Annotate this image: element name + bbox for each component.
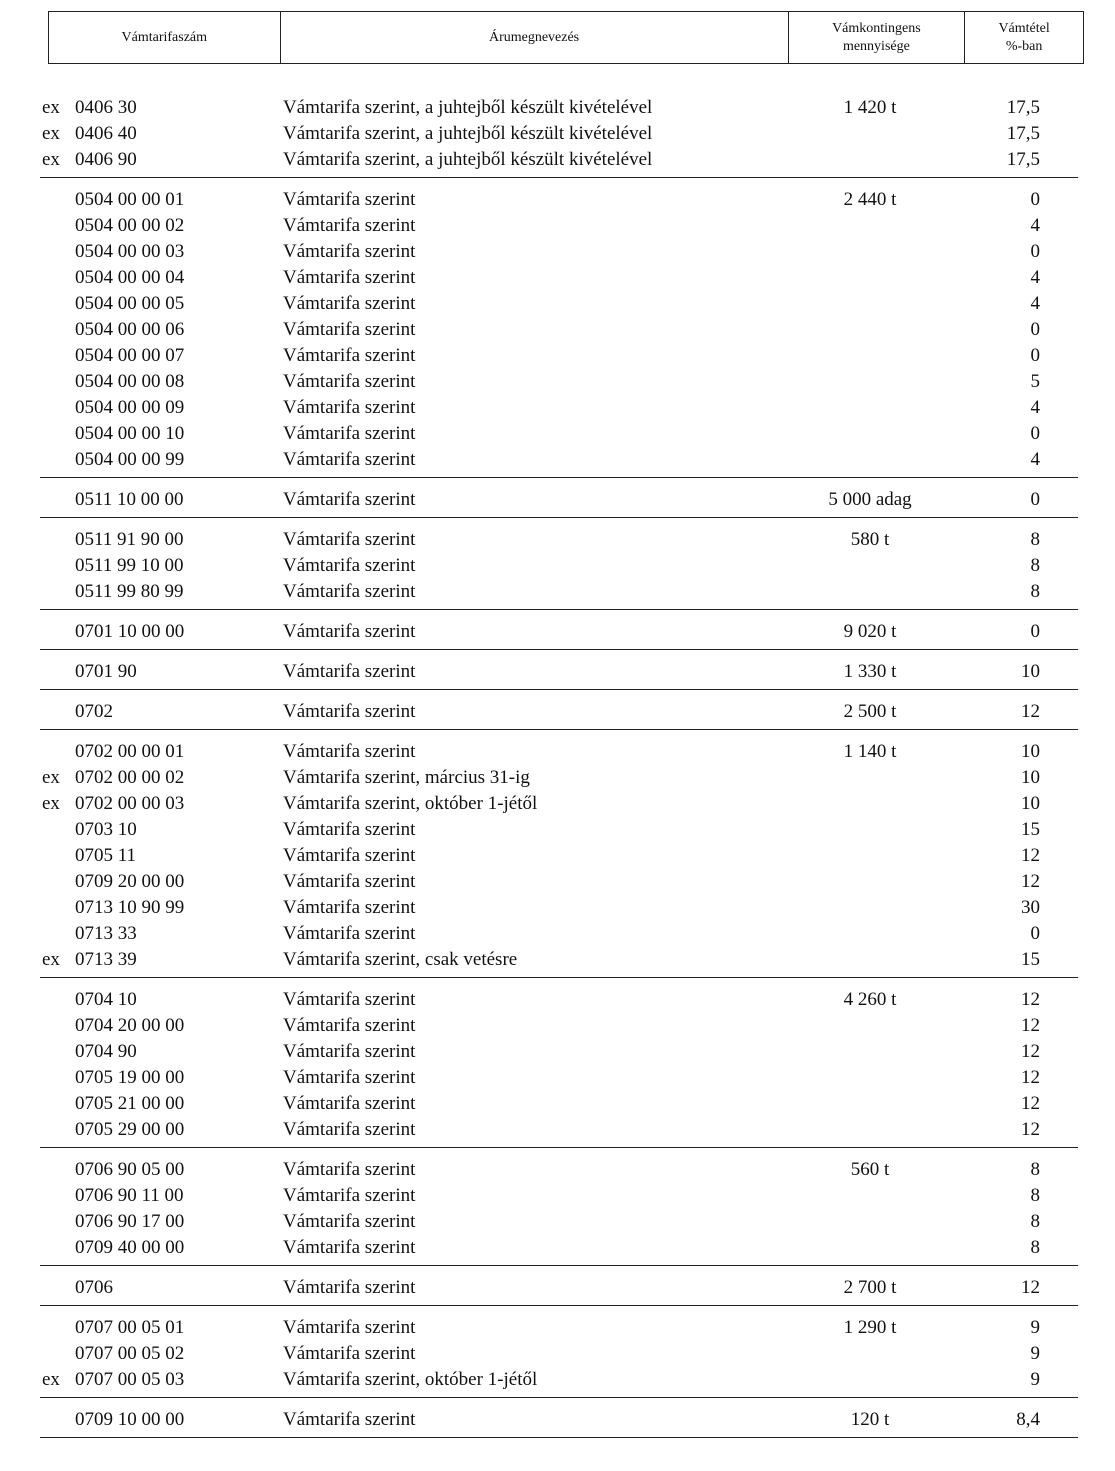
table-row	[40, 395, 1078, 421]
tariff-code: 0504 00 00 06	[75, 319, 185, 340]
table-row	[40, 1367, 1078, 1393]
product-description: Vámtarifa szerint	[283, 189, 416, 210]
product-description: Vámtarifa szerint	[283, 1409, 416, 1430]
tariff-code: 0504 00 00 03	[75, 241, 185, 262]
tariff-code: 0511 10 00 00	[75, 489, 184, 510]
duty-rate: 8	[1030, 555, 1040, 576]
product-description: Vámtarifa szerint	[283, 529, 416, 550]
tariff-code: 0504 00 00 04	[75, 267, 185, 288]
ex-marker: ex	[42, 97, 60, 118]
duty-rate: 12	[1021, 1277, 1040, 1298]
quota-quantity: 1 330 t	[843, 661, 897, 682]
product-description: Vámtarifa szerint	[283, 701, 416, 722]
quota-quantity: 2 500 t	[843, 701, 897, 722]
table-row	[40, 895, 1078, 921]
tariff-code: 0511 99 80 99	[75, 581, 184, 602]
product-description: Vámtarifa szerint	[283, 449, 416, 470]
product-description: Vámtarifa szerint	[283, 1159, 416, 1180]
tariff-code: 0504 00 00 08	[75, 371, 185, 392]
table-row	[40, 659, 1078, 685]
tariff-code: 0504 00 00 99	[75, 449, 185, 470]
product-description: Vámtarifa szerint	[283, 1237, 416, 1258]
table-row	[40, 317, 1078, 343]
quota-quantity: 2 700 t	[843, 1277, 897, 1298]
tariff-code: 0705 29 00 00	[75, 1119, 185, 1140]
product-description: Vámtarifa szerint, március 31-ig	[283, 767, 530, 788]
tariff-code: 0705 11	[75, 845, 137, 866]
tariff-code: 0406 30	[75, 97, 137, 118]
product-description: Vámtarifa szerint	[283, 897, 416, 918]
table-header	[48, 11, 1084, 64]
duty-rate: 0	[1030, 923, 1040, 944]
duty-rate: 0	[1030, 189, 1040, 210]
row-group	[40, 1398, 1078, 1438]
row-group	[40, 1306, 1078, 1398]
table-row	[40, 791, 1078, 817]
product-description: Vámtarifa szerint	[283, 989, 416, 1010]
ex-marker: ex	[42, 1369, 60, 1390]
table-row	[40, 739, 1078, 765]
table-row	[40, 619, 1078, 645]
duty-rate: 8	[1030, 1211, 1040, 1232]
table-row	[40, 869, 1078, 895]
tariff-code: 0504 00 00 01	[75, 189, 185, 210]
product-description: Vámtarifa szerint	[283, 1185, 416, 1206]
product-description: Vámtarifa szerint	[283, 621, 416, 642]
row-group	[40, 690, 1078, 730]
tariff-code: 0705 21 00 00	[75, 1093, 185, 1114]
duty-rate: 0	[1030, 319, 1040, 340]
quota-quantity: 120 t	[850, 1409, 890, 1430]
table-row	[40, 553, 1078, 579]
table-row	[40, 765, 1078, 791]
ex-marker: ex	[42, 793, 60, 814]
table-row	[40, 921, 1078, 947]
table-row	[40, 1091, 1078, 1117]
product-description: Vámtarifa szerint, október 1-jétől	[283, 1369, 538, 1390]
product-description: Vámtarifa szerint	[283, 741, 416, 762]
table-row	[40, 1117, 1078, 1143]
tariff-code: 0504 00 00 07	[75, 345, 185, 366]
duty-rate: 0	[1030, 621, 1040, 642]
duty-rate: 9	[1030, 1369, 1040, 1390]
product-description: Vámtarifa szerint, csak vetésre	[283, 949, 518, 970]
ex-marker: ex	[42, 123, 60, 144]
duty-rate: 8	[1030, 1159, 1040, 1180]
product-description: Vámtarifa szerint	[283, 845, 416, 866]
table-row	[40, 1013, 1078, 1039]
row-group	[40, 610, 1078, 650]
tariff-code: 0707 00 05 03	[75, 1369, 185, 1390]
product-description: Vámtarifa szerint	[283, 555, 416, 576]
table-row	[40, 487, 1078, 513]
table-row	[40, 239, 1078, 265]
product-description: Vámtarifa szerint	[283, 489, 416, 510]
product-description: Vámtarifa szerint	[283, 1343, 416, 1364]
table-row	[40, 1275, 1078, 1301]
tariff-code: 0706	[75, 1277, 113, 1298]
table-row	[40, 843, 1078, 869]
table-row	[40, 1039, 1078, 1065]
tariff-code: 0713 33	[75, 923, 137, 944]
product-description: Vámtarifa szerint	[283, 293, 416, 314]
duty-rate: 12	[1021, 1119, 1040, 1140]
duty-rate: 8	[1030, 1185, 1040, 1206]
quota-quantity: 9 020 t	[843, 621, 897, 642]
product-description: Vámtarifa szerint	[283, 1015, 416, 1036]
table-row	[40, 121, 1078, 147]
tariff-code: 0406 40	[75, 123, 137, 144]
table-row	[40, 1183, 1078, 1209]
product-description: Vámtarifa szerint	[283, 581, 416, 602]
table-row	[40, 1065, 1078, 1091]
duty-rate: 8	[1030, 529, 1040, 550]
product-description: Vámtarifa szerint	[283, 1093, 416, 1114]
table-row	[40, 213, 1078, 239]
table-row	[40, 579, 1078, 605]
duty-rate: 17,5	[1006, 123, 1040, 144]
product-description: Vámtarifa szerint	[283, 241, 416, 262]
duty-rate: 4	[1030, 267, 1040, 288]
product-description: Vámtarifa szerint	[283, 267, 416, 288]
quota-quantity: 1 290 t	[843, 1317, 897, 1338]
row-group	[40, 95, 1078, 178]
tariff-code: 0707 00 05 02	[75, 1343, 185, 1364]
ex-marker: ex	[42, 767, 60, 788]
duty-rate: 8	[1030, 581, 1040, 602]
duty-rate: 30	[1021, 897, 1040, 918]
duty-rate: 17,5	[1006, 149, 1040, 170]
table-row	[40, 343, 1078, 369]
product-description: Vámtarifa szerint	[283, 345, 416, 366]
product-description: Vámtarifa szerint	[283, 1277, 416, 1298]
table-row	[40, 699, 1078, 725]
tariff-code: 0704 20 00 00	[75, 1015, 185, 1036]
product-description: Vámtarifa szerint	[283, 661, 416, 682]
tariff-code: 0707 00 05 01	[75, 1317, 185, 1338]
product-description: Vámtarifa szerint	[283, 215, 416, 236]
duty-rate: 9	[1030, 1343, 1040, 1364]
duty-rate: 12	[1021, 845, 1040, 866]
tariff-code: 0702 00 00 02	[75, 767, 185, 788]
table-row	[40, 291, 1078, 317]
duty-rate: 4	[1030, 397, 1040, 418]
row-group	[40, 730, 1078, 978]
row-group	[40, 178, 1078, 478]
table-row	[40, 1157, 1078, 1183]
product-description: Vámtarifa szerint	[283, 871, 416, 892]
tariff-code: 0511 91 90 00	[75, 529, 184, 550]
duty-rate: 10	[1021, 767, 1040, 788]
tariff-code: 0504 00 00 09	[75, 397, 185, 418]
tariff-code: 0713 39	[75, 949, 137, 970]
duty-rate: 15	[1021, 949, 1040, 970]
duty-rate: 12	[1021, 701, 1040, 722]
tariff-code: 0702 00 00 01	[75, 741, 185, 762]
duty-rate: 12	[1021, 1015, 1040, 1036]
tariff-code: 0709 40 00 00	[75, 1237, 185, 1258]
tariff-code: 0406 90	[75, 149, 137, 170]
row-group	[40, 518, 1078, 610]
duty-rate: 0	[1030, 489, 1040, 510]
table-row	[40, 1407, 1078, 1433]
ex-marker: ex	[42, 149, 60, 170]
duty-rate: 8,4	[1016, 1409, 1040, 1430]
quota-quantity: 4 260 t	[843, 989, 897, 1010]
ex-marker: ex	[42, 949, 60, 970]
duty-rate: 10	[1021, 661, 1040, 682]
duty-rate: 0	[1030, 423, 1040, 444]
header-quota-quantity: Vámkontingens mennyisége	[789, 12, 966, 63]
table-row	[40, 1235, 1078, 1261]
product-description: Vámtarifa szerint, a juhtejből készült kivételével	[283, 123, 653, 144]
duty-rate: 5	[1030, 371, 1040, 392]
product-description: Vámtarifa szerint	[283, 1041, 416, 1062]
product-description: Vámtarifa szerint	[283, 423, 416, 444]
duty-rate: 15	[1021, 819, 1040, 840]
product-description: Vámtarifa szerint	[283, 1317, 416, 1338]
product-description: Vámtarifa szerint	[283, 1119, 416, 1140]
product-description: Vámtarifa szerint	[283, 819, 416, 840]
tariff-code: 0511 99 10 00	[75, 555, 184, 576]
table-row	[40, 369, 1078, 395]
quota-quantity: 2 440 t	[843, 189, 897, 210]
row-group	[40, 650, 1078, 690]
product-description: Vámtarifa szerint, a juhtejből készült kivételével	[283, 149, 653, 170]
duty-rate: 4	[1030, 215, 1040, 236]
header-tariff-number: Vámtarifaszám	[49, 12, 281, 63]
table-row	[40, 447, 1078, 473]
tariff-code: 0709 20 00 00	[75, 871, 185, 892]
product-description: Vámtarifa szerint, a juhtejből készült kivételével	[283, 97, 653, 118]
row-group	[40, 978, 1078, 1148]
table-row	[40, 1315, 1078, 1341]
product-description: Vámtarifa szerint	[283, 371, 416, 392]
quota-quantity: 580 t	[850, 529, 890, 550]
tariff-code: 0706 90 17 00	[75, 1211, 185, 1232]
tariff-code: 0701 10 00 00	[75, 621, 185, 642]
product-description: Vámtarifa szerint, október 1-jétől	[283, 793, 538, 814]
duty-rate: 17,5	[1006, 97, 1040, 118]
tariff-code: 0702	[75, 701, 113, 722]
duty-rate: 10	[1021, 793, 1040, 814]
quota-quantity: 5 000 adag	[828, 489, 912, 510]
table-row	[40, 1209, 1078, 1235]
header-product-name: Árumegnevezés	[281, 12, 789, 63]
tariff-code: 0705 19 00 00	[75, 1067, 185, 1088]
product-description: Vámtarifa szerint	[283, 1067, 416, 1088]
table-body	[40, 95, 1078, 1438]
table-row	[40, 265, 1078, 291]
duty-rate: 10	[1021, 741, 1040, 762]
tariff-code: 0702 00 00 03	[75, 793, 185, 814]
tariff-code: 0709 10 00 00	[75, 1409, 185, 1430]
duty-rate: 12	[1021, 1093, 1040, 1114]
table-row	[40, 147, 1078, 173]
tariff-code: 0704 10	[75, 989, 137, 1010]
product-description: Vámtarifa szerint	[283, 923, 416, 944]
row-group	[40, 1148, 1078, 1266]
duty-rate: 12	[1021, 871, 1040, 892]
tariff-code: 0504 00 00 02	[75, 215, 185, 236]
quota-quantity: 1 140 t	[843, 741, 897, 762]
duty-rate: 12	[1021, 1041, 1040, 1062]
duty-rate: 12	[1021, 1067, 1040, 1088]
duty-rate: 9	[1030, 1317, 1040, 1338]
tariff-code: 0706 90 05 00	[75, 1159, 185, 1180]
duty-rate: 4	[1030, 293, 1040, 314]
row-group	[40, 478, 1078, 518]
tariff-code: 0706 90 11 00	[75, 1185, 184, 1206]
duty-rate: 4	[1030, 449, 1040, 470]
product-description: Vámtarifa szerint	[283, 1211, 416, 1232]
header-duty-rate: Vámtétel %-ban	[998, 20, 1050, 54]
table-row	[40, 817, 1078, 843]
product-description: Vámtarifa szerint	[283, 319, 416, 340]
tariff-code: 0701 90	[75, 661, 137, 682]
tariff-code: 0504 00 00 10	[75, 423, 185, 444]
tariff-code: 0713 10 90 99	[75, 897, 185, 918]
row-group	[40, 1266, 1078, 1306]
table-row	[40, 421, 1078, 447]
table-row	[40, 987, 1078, 1013]
duty-rate: 0	[1030, 241, 1040, 262]
duty-rate: 8	[1030, 1237, 1040, 1258]
product-description: Vámtarifa szerint	[283, 397, 416, 418]
tariff-code: 0703 10	[75, 819, 137, 840]
duty-rate: 12	[1021, 989, 1040, 1010]
table-row	[40, 527, 1078, 553]
table-row	[40, 1341, 1078, 1367]
tariff-code: 0504 00 00 05	[75, 293, 185, 314]
table-row	[40, 95, 1078, 121]
table-row	[40, 947, 1078, 973]
tariff-code: 0704 90	[75, 1041, 137, 1062]
quota-quantity: 1 420 t	[843, 97, 897, 118]
quota-quantity: 560 t	[850, 1159, 890, 1180]
table-row	[40, 187, 1078, 213]
duty-rate: 0	[1030, 345, 1040, 366]
